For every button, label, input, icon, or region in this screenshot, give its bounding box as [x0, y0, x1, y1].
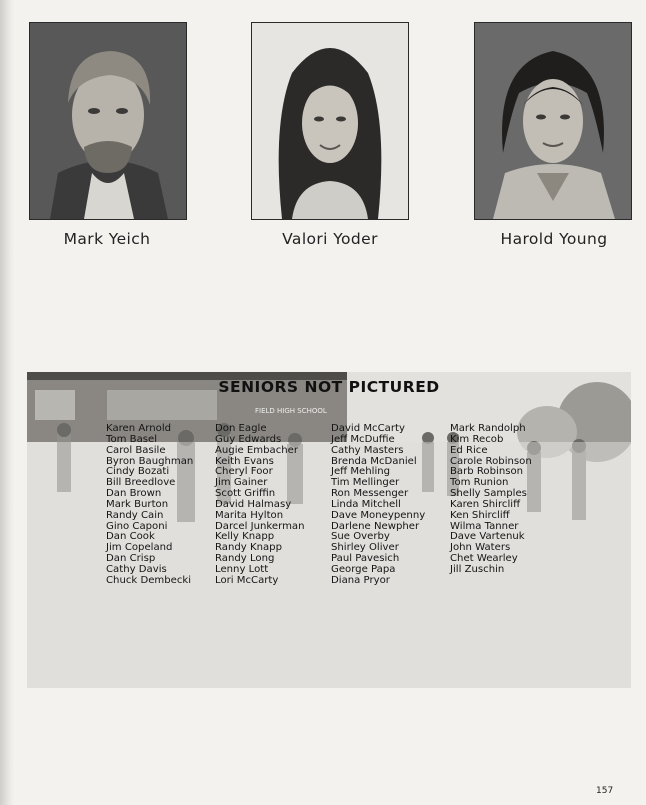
student-name: Jeff McDuffie — [331, 433, 395, 445]
student-name: Dave Moneypenny — [331, 509, 426, 521]
page-number: 157 — [596, 786, 614, 796]
student-name: Gino Caponi — [106, 520, 168, 532]
section-heading: SENIORS NOT PICTURED — [218, 378, 440, 396]
student-name: Jill Zuschin — [450, 563, 505, 575]
student-name: Bill Breedlove — [106, 477, 176, 489]
student-name: George Papa — [331, 563, 396, 575]
student-name: David McCarty — [331, 423, 405, 434]
student-name: Ed Rice — [450, 444, 488, 456]
portrait-photo-mark-yeich — [29, 22, 187, 220]
student-name: Mark Burton — [106, 498, 169, 510]
student-name: Cheryl Foor — [215, 466, 273, 478]
portrait-caption: Valori Yoder — [282, 230, 378, 248]
student-name: Chet Wearley — [450, 553, 518, 565]
student-name: Keith Evans — [215, 455, 274, 467]
student-name: Cathy Davis — [106, 563, 167, 575]
student-name: Randy Cain — [106, 509, 164, 521]
student-name: Shirley Oliver — [331, 542, 399, 554]
portrait-photo-harold-young — [474, 22, 632, 220]
student-name: Tim Mellinger — [331, 477, 400, 489]
portrait-caption: Mark Yeich — [63, 230, 151, 248]
student-name: Dan Crisp — [106, 553, 156, 565]
student-name: Cindy Bozati — [106, 466, 170, 478]
student-name: Darcel Junkerman — [215, 520, 305, 532]
student-name: Guy Edwards — [215, 433, 282, 445]
portrait-photo-valori-yoder — [251, 22, 409, 220]
building-sign: FIELD HIGH SCHOOL — [255, 407, 327, 415]
student-name: Ken Shircliff — [450, 509, 510, 521]
student-name: Diana Pryor — [331, 574, 390, 586]
student-name: Dan Brown — [106, 488, 162, 500]
student-name: Kim Recob — [450, 433, 504, 445]
student-name: Jim Copeland — [106, 542, 173, 554]
student-name: David Halmasy — [215, 498, 292, 510]
student-name: Tom Basel — [106, 433, 158, 445]
student-name: Don Eagle — [215, 423, 267, 434]
student-name: Kelly Knapp — [215, 531, 275, 543]
student-name: Carole Robinson — [450, 455, 532, 467]
student-name: Ron Messenger — [331, 488, 409, 500]
names-column-3 — [331, 424, 425, 587]
student-name: Scott Griffin — [215, 488, 276, 500]
student-name: John Waters — [450, 542, 511, 554]
student-name: Augie Embacher — [215, 444, 299, 456]
student-name: Chuck Dembecki — [106, 574, 192, 586]
student-name: Dave Vartenuk — [450, 531, 525, 543]
student-name: Jeff Mehling — [331, 466, 391, 478]
student-name: Sue Overby — [331, 531, 390, 543]
student-name: Barb Robinson — [450, 466, 524, 478]
names-column-2 — [215, 424, 305, 587]
student-name: Cathy Masters — [331, 444, 404, 456]
student-name: Jim Gainer — [215, 477, 268, 489]
student-name: Karen Arnold — [106, 423, 172, 434]
page-binding-gutter — [0, 0, 14, 805]
student-name: Darlene Newpher — [331, 520, 420, 532]
student-name: Brenda McDaniel — [331, 455, 417, 467]
portrait-caption: Harold Young — [500, 230, 608, 248]
student-name: Tom Runion — [450, 477, 509, 489]
student-name: Lori McCarty — [215, 574, 279, 586]
student-name: Marita Hylton — [215, 509, 284, 521]
names-column-1 — [106, 424, 193, 587]
student-name: Mark Randolph — [450, 423, 526, 434]
student-name: Wilma Tanner — [450, 520, 519, 532]
student-name: Dan Cook — [106, 531, 155, 543]
names-column-4 — [450, 424, 532, 576]
student-name: Byron Baughman — [106, 455, 194, 467]
student-name: Karen Shircliff — [450, 498, 521, 510]
student-name: Shelly Samples — [450, 488, 527, 500]
student-name: Lenny Lott — [215, 563, 269, 575]
student-name: Paul Pavesich — [331, 553, 400, 565]
student-name: Randy Long — [215, 553, 275, 565]
student-name: Randy Knapp — [215, 542, 282, 554]
student-name: Linda Mitchell — [331, 498, 401, 510]
student-name: Carol Basile — [106, 444, 166, 456]
